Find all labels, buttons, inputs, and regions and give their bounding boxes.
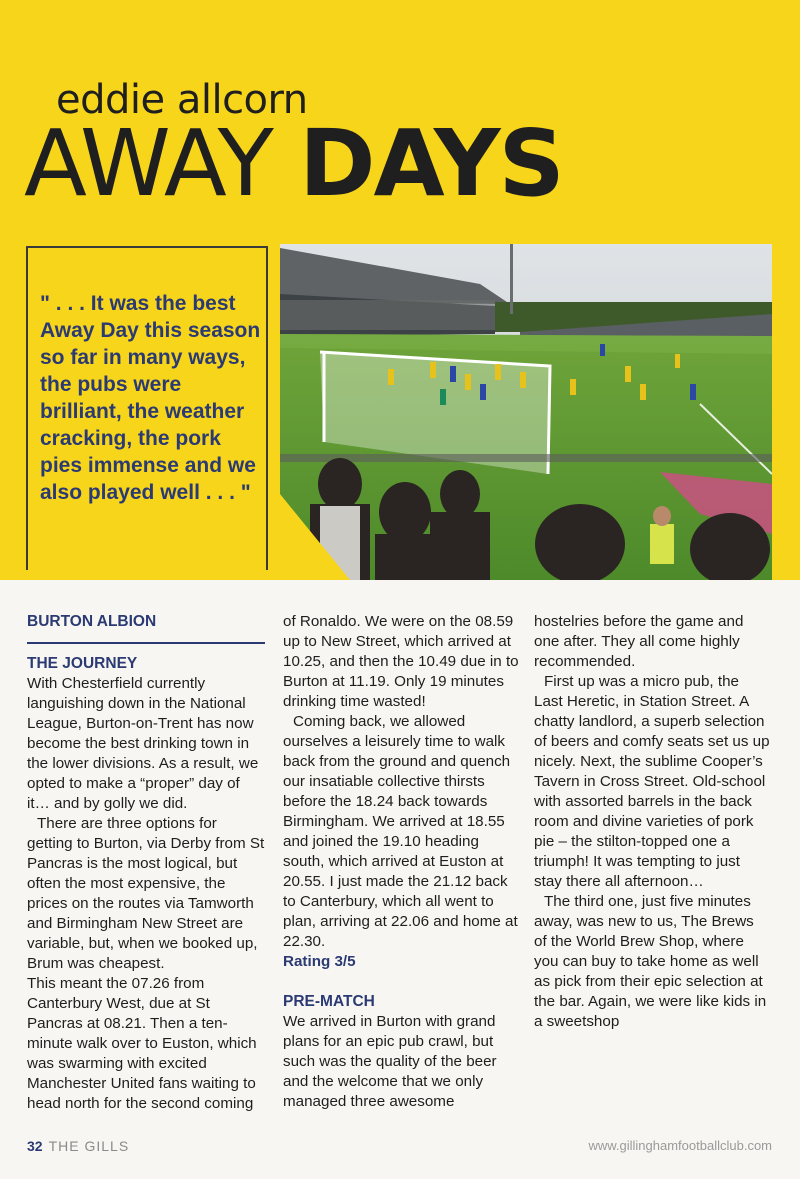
journey-heading: THE JOURNEY — [27, 655, 138, 672]
title-away: AWAY — [24, 110, 272, 217]
section-spacer — [283, 972, 521, 992]
page-footer — [27, 1138, 129, 1154]
club-website: www.gillinghamfootballclub.com — [588, 1138, 772, 1153]
journey-paragraph-4: Coming back, we allowed ourselves a leisurely time to walk back from the ground and quench our insatiable collective thirsts before the 18.24 back towards Birmingham. We arrived at 18.55 and joined the 19.10 heading south, which arrived at Euston at 20.55. I just made the 21.12 back to Canterbury, which all went to plan, arriving at 22.06 and home at 22.30. — [283, 713, 518, 950]
author-name: eddie allcorn — [56, 77, 308, 123]
club-divider — [27, 642, 265, 644]
article-column-1 — [27, 612, 265, 1114]
journey-paragraph-3-cont: of Ronaldo. We were on the 08.59 up to New Street, which arrived at 10.25, and then the 10.49 due in to Burton at 11.19. Only 19 minutes drinking time wasted! — [283, 613, 519, 710]
journey-paragraph-3: This meant the 07.26 from Canterbury West, due at St Pancras at 08.21. Then a ten-minute walk over to Euston, which was swarming with excited Manchester United fans waiting to head north for the second coming — [27, 975, 257, 1112]
prematch-paragraph-3: The third one, just five minutes away, was new to us, The Brews of the World Brew Shop, where you can buy to take home as well as pick from their epic selection at the bar. Again, we were like kids in a sweetshop — [534, 893, 767, 1030]
title-days: DAYS — [299, 110, 563, 217]
page-title — [24, 110, 563, 217]
journey-rating: Rating 3/5 — [283, 953, 356, 970]
journey-paragraph-2: There are three options for getting to Burton, via Derby from St Pancras is the most logical, but often the most expensive, the prices on the routes via Tamworth and Birmingham New Street are variable, but, when we booked up, Brum was cheapest. — [27, 815, 265, 972]
magazine-name: THE GILLS — [48, 1138, 130, 1154]
page-number: 32 — [27, 1138, 43, 1154]
prematch-paragraph-1-cont: hostelries before the game and one after. They all come highly recommended. — [534, 613, 744, 670]
prematch-heading: PRE-MATCH — [283, 993, 375, 1010]
prematch-paragraph-2: First up was a micro pub, the Last Heretic, in Station Street. A chatty landlord, a superb selection of beers and comfy seats set us up nicely. Next, the sublime Cooper’s Tavern in Cross Street. Old-school with assorted barrels in the back room and divine varieties of pork pie – the stilton-topped one a triumph! It was tempting to just stay there all afternoon… — [534, 673, 770, 890]
football-match-photo — [280, 244, 772, 580]
prematch-paragraph-1: We arrived in Burton with grand plans for an epic pub crawl, but such was the quality of the beer and the welcome that we only managed three awesome — [283, 1013, 497, 1110]
article-column-3 — [534, 612, 770, 1032]
club-heading: BURTON ALBION — [27, 613, 157, 630]
pull-quote: " . . . It was the best Away Day this season so far in many ways, the pubs were brilliant, the weather cracking, the pork pies immense and we also played well . . . " — [40, 292, 261, 504]
journey-paragraph-1: With Chesterfield currently languishing down in the National League, Burton-on-Trent has now become the best drinking town in the lower divisions. As a result, we opted to make a “proper” day of it… and by golly we did. — [27, 675, 259, 812]
article-column-2 — [283, 612, 521, 1112]
